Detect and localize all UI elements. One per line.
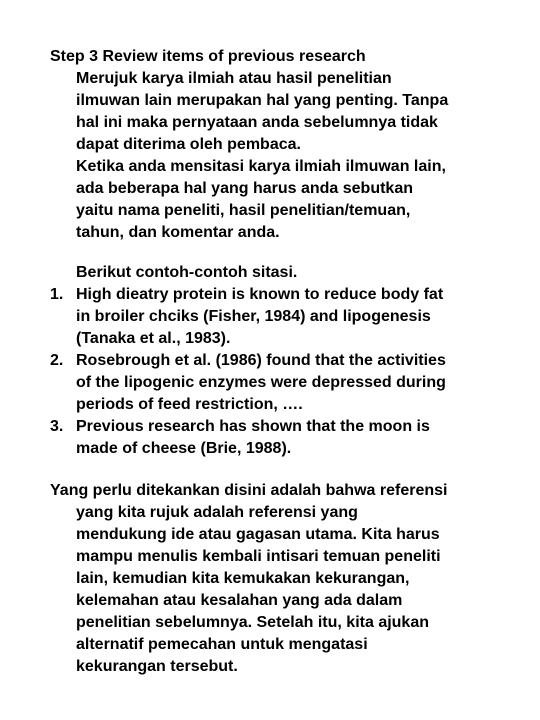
paragraph-line: kelemahan atau kesalahan yang ada dalam	[76, 592, 403, 609]
paragraph-line: lain, kemudian kita kemukakan kekurangan,	[76, 570, 410, 587]
step-heading: Step 3 Review items of previous research	[50, 48, 366, 65]
paragraph-line: dapat diterima oleh pembaca.	[76, 136, 301, 153]
paragraph-line: alternatif pemecahan untuk mengatasi	[76, 636, 368, 653]
list-item-line: made of cheese (Brie, 1988).	[76, 440, 292, 457]
list-item-line: Rosebrough et al. (1986) found that the activities	[76, 352, 446, 369]
list-item-line: of the lipogenic enzymes were depressed during	[76, 374, 446, 391]
list-item-line: (Tanaka et al., 1983).	[76, 330, 231, 347]
list-item-line: High dieatry protein is known to reduce body fat	[76, 286, 444, 303]
paragraph-line: kekurangan tersebut.	[76, 658, 238, 675]
examples-intro: Berikut contoh-contoh sitasi.	[76, 264, 298, 281]
list-number: 1.	[50, 286, 64, 303]
paragraph-line: Yang perlu ditekankan disini adalah bahwa referensi	[50, 482, 448, 499]
list-number: 3.	[50, 418, 64, 435]
paragraph-line: mampu menulis kembali intisari temuan peneliti	[76, 548, 441, 565]
list-item-line: in broiler chciks (Fisher, 1984) and lipogenesis	[76, 308, 431, 325]
paragraph-line: penelitian sebelumnya. Setelah itu, kita ajukan	[76, 614, 429, 631]
paragraph-line: Ketika anda mensitasi karya ilmiah ilmuwan lain,	[76, 158, 446, 175]
list-item-line: periods of feed restriction, ….	[76, 396, 303, 413]
paragraph-line: ada beberapa hal yang harus anda sebutkan	[76, 180, 413, 197]
paragraph-line: ilmuwan lain merupakan hal yang penting. Tanpa	[76, 92, 449, 109]
paragraph-line: yang kita rujuk adalah referensi yang	[76, 504, 358, 521]
paragraph-line: mendukung ide atau gagasan utama. Kita harus	[76, 526, 440, 543]
paragraph-line: tahun, dan komentar anda.	[76, 224, 280, 241]
list-item-line: Previous research has shown that the moon is	[76, 418, 430, 435]
paragraph-line: yaitu nama peneliti, hasil penelitian/temuan,	[76, 202, 411, 219]
paragraph-line: hal ini maka pernyataan anda sebelumnya tidak	[76, 114, 438, 131]
paragraph-line: Merujuk karya ilmiah atau hasil penelitian	[76, 70, 392, 87]
list-number: 2.	[50, 352, 64, 369]
